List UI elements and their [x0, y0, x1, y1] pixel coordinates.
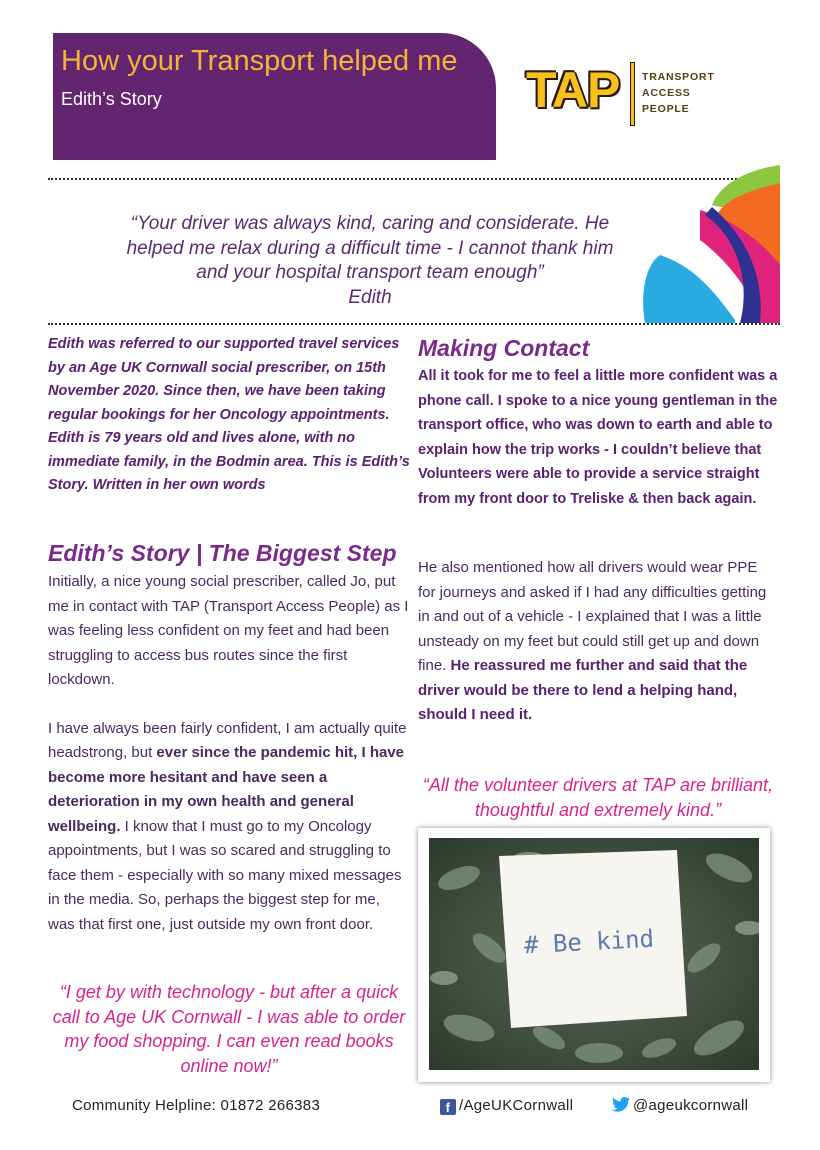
top-quote-line: and your hospital transport team enough”	[196, 262, 544, 283]
helpline: Community Helpline: 01872 266383	[72, 1097, 321, 1114]
logo-mark: TAP	[526, 62, 620, 118]
intro-paragraph: Edith was referred to our supported travel services by an Age UK Cornwall social prescriber, on 15th November 2020. Since then, we have been taking regular bookings for her Oncology appointments. Edith is 79 years old and lives alone, with no immediate family, in the Bodmin area. This is Edith’s Story. Written in her own words	[48, 336, 410, 493]
logo-words	[642, 69, 715, 117]
story-paragraph: Initially, a nice young social prescriber, called Jo, put me in contact with TAP (Transport Access People) as I was feeling less confident on my feet and had been struggling to access bus routes since the first lockdown.	[48, 573, 409, 688]
logo-divider	[630, 62, 635, 126]
facebook-link[interactable]	[440, 1097, 573, 1115]
story-heading: Edith’s Story | The Biggest Step	[48, 540, 397, 566]
technology-quote: “I get by with technology - but after a quick call to Age UK Cornwall - I was able to order my food shopping. I can even read books online now!”	[52, 982, 406, 1076]
decorative-swoosh	[640, 165, 780, 327]
page-title: How your Transport helped me	[61, 45, 458, 77]
facebook-handle: /AgeUKCornwall	[459, 1097, 574, 1114]
story-paragraph: I have always been fairly confident, I am actually quite headstrong, but ever since the pandemic hit, I have become more hesitant and have seen a deterioration in my own health and general wellbeing. I know that I must go to my Oncology appointments, but I was so scared and struggling to face them - especially with so many mixed messages in the media. So, perhaps the biggest step for me, was that first one, just outside my own front door.	[48, 719, 407, 933]
top-quote	[90, 212, 650, 310]
logo-word: TRANSPORT	[642, 71, 715, 83]
contact-heading: Making Contact	[418, 335, 590, 361]
be-kind-photo	[418, 828, 770, 1082]
logo-word: ACCESS	[642, 87, 691, 99]
top-quote-author: Edith	[348, 286, 392, 308]
top-quote-line: “Your driver was always kind, caring and considerate. He	[130, 213, 610, 234]
twitter-handle: @ageukcornwall	[633, 1097, 749, 1114]
volunteer-quote: “All the volunteer drivers at TAP are brilliant, thoughtful and extremely kind.”	[422, 775, 774, 820]
note-text: # Be kind	[523, 924, 655, 960]
photo-image	[429, 838, 759, 1070]
twitter-link[interactable]	[612, 1097, 748, 1114]
tap-logo	[526, 62, 726, 126]
facebook-icon: f	[440, 1099, 456, 1115]
title-banner	[53, 33, 496, 160]
contact-bold-paragraph: All it took for me to feel a little more confident was a phone call. I spoke to a nice young gentleman in the transport office, who was down to earth and able to explain how the trip works - I couldn’t believe that Volunteers were able to provide a service straight from my front door to Treliske & then back again.	[418, 368, 778, 507]
contact-paragraph: He also mentioned how all drivers would wear PPE for journeys and asked if I had any difficulties getting in and out of a vehicle - I explained that I was a little unsteady on my feet but could still get up and down fine. He reassured me further and said that the driver would be there to lend a helping hand, should I need it.	[418, 559, 767, 723]
logo-word: PEOPLE	[642, 103, 690, 115]
twitter-icon	[612, 1097, 630, 1112]
page-subtitle: Edith’s Story	[61, 89, 162, 109]
top-quote-line: helped me relax during a difficult time - I cannot thank him	[126, 237, 614, 259]
story-body	[48, 570, 410, 961]
